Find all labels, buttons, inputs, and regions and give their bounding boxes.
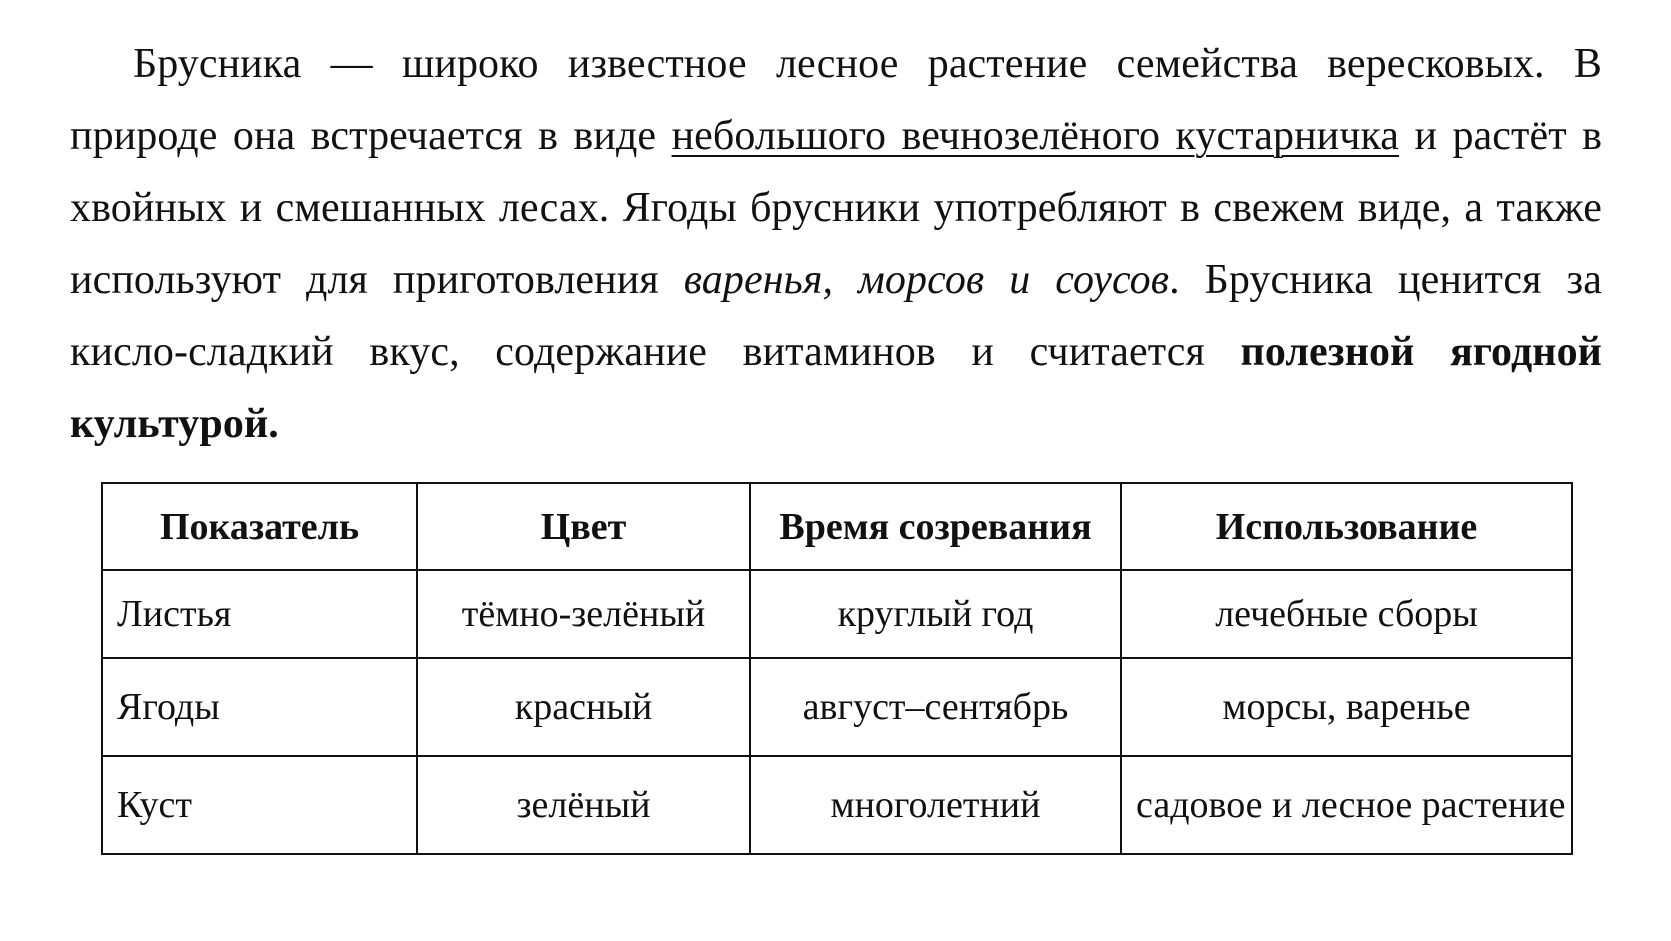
table-cell: зелёный: [417, 756, 750, 854]
paragraph-text-3: . Брусника ценится за кисло-сладкий вкус, содержание витаминов и считается: [70, 257, 1602, 375]
bold-phrase: полезной ягодной культурой.: [70, 329, 1602, 447]
table-header-row: [102, 483, 1572, 570]
table-cell: морсы, варенье: [1121, 658, 1572, 756]
underlined-phrase: небольшого вечнозелёного кустарничка: [671, 113, 1400, 159]
table-cell: Листья: [102, 570, 417, 658]
paragraph-text-1: Брусника — широко известное лесное растение семейства вересковых. В природе она встречается в виде: [70, 41, 1602, 159]
table-cell: многолетний: [750, 756, 1121, 854]
body-paragraph: [70, 28, 1602, 460]
header-indicator: Показатель: [102, 483, 417, 570]
italic-phrase: варенья, морсов и соусов: [683, 257, 1170, 303]
table-cell: красный: [417, 658, 750, 756]
paragraph-text-2: и растёт в хвойных и смешанных лесах. Ягоды брусники употребляют в свежем виде, а также используют для приготовления: [70, 113, 1603, 303]
header-ripening-time: Время созревания: [750, 483, 1121, 570]
header-usage: Использование: [1121, 483, 1572, 570]
table-cell: тёмно-зелёный: [417, 570, 750, 658]
header-color: Цвет: [417, 483, 750, 570]
table-cell: садовое и лесное растение: [1121, 756, 1572, 854]
table-row: [102, 570, 1572, 658]
table-cell: Куст: [102, 756, 417, 854]
table-row: [102, 756, 1572, 854]
table-cell: лечебные сборы: [1121, 570, 1572, 658]
table-cell: Ягоды: [102, 658, 417, 756]
berry-table: [101, 482, 1573, 855]
table-cell: круглый год: [750, 570, 1121, 658]
table-cell: август–сентябрь: [750, 658, 1121, 756]
table-row: [102, 658, 1572, 756]
